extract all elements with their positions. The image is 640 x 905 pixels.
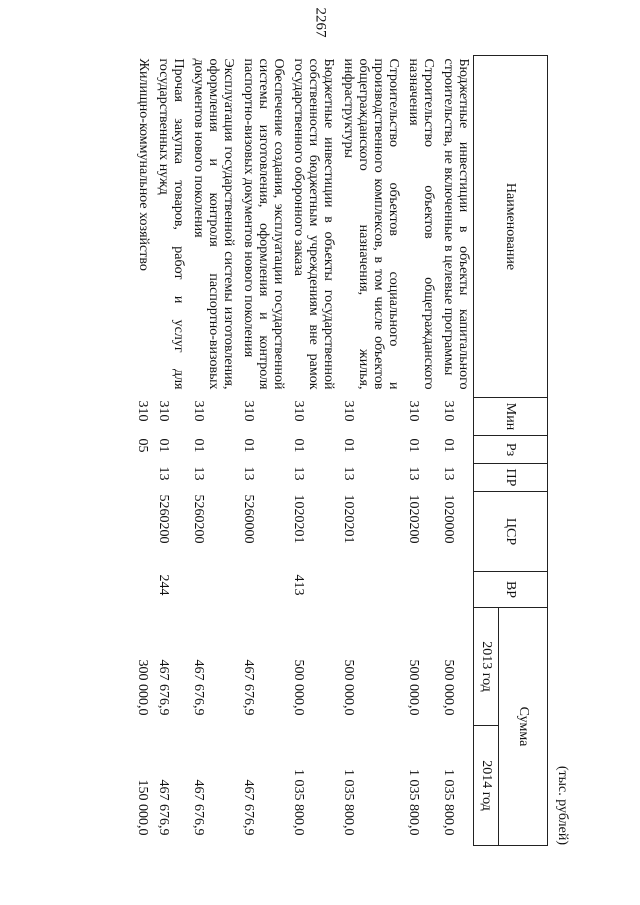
row-name: Жилищно-коммунальное хозяйство [136,58,151,271]
row-rz: 01 [191,438,206,453]
row-name: Строительство объектов общегражданского назначения [406,58,436,390]
budget-table [132,55,548,846]
row-pr [132,464,153,492]
row-csr: 1020200 [406,494,421,544]
table-header-row [499,56,548,846]
table-row [188,56,238,846]
row-min: 310 [241,400,256,422]
row-min: 310 [191,400,206,422]
row-2014: 467 676,9 [191,779,206,836]
row-vr [338,572,403,608]
row-min: 310 [341,400,356,422]
row-name: Бюджетные инвестиции в объекты государственной собственности бюджетным учреждениям вне рамок государственного оборонного заказа [291,58,336,390]
row-pr: 13 [156,466,171,481]
row-name: Прочая закупка товаров, работ и услуг для государственных нужд [156,58,186,390]
row-pr: 13 [241,466,256,481]
header-vr: ВР [474,572,548,608]
row-csr: 1020201 [341,494,356,544]
row-rz: 01 [406,438,421,453]
table-row [238,56,288,846]
header-2013: 2013 год [474,608,499,726]
table-row [153,56,188,846]
table-row [288,56,338,846]
row-vr: 244 [156,574,171,596]
table-row [403,56,438,846]
row-2014: 467 676,9 [241,779,256,836]
row-2014: 1 035 800,0 [441,769,456,836]
row-2013: 500 000,0 [441,659,456,716]
row-2013: 500 000,0 [291,659,306,716]
table-row [438,56,474,846]
units-label: (тыс. рублей) [555,765,570,845]
row-csr: 1020201 [291,494,306,544]
row-vr [438,572,474,608]
row-name: Бюджетные инвестиции в объекты капитального строительства, не включенные в целевые программы [441,58,471,390]
row-vr [403,572,438,608]
row-csr: 5260000 [241,494,256,544]
row-2014: 1 035 800,0 [291,769,306,836]
header-2014: 2014 год [474,726,499,846]
row-2014: 150 000,0 [135,779,150,836]
row-rz: 01 [156,438,171,453]
row-2013: 467 676,9 [191,659,206,716]
row-2013: 500 000,0 [341,659,356,716]
row-vr [132,572,153,608]
row-min: 310 [135,400,150,422]
row-min: 310 [291,400,306,422]
row-min: 310 [406,400,421,422]
row-2014: 467 676,9 [156,779,171,836]
row-2013: 500 000,0 [406,659,421,716]
row-rz: 01 [441,438,456,453]
row-csr: 5260200 [156,494,171,544]
row-rz: 01 [241,438,256,453]
row-2014: 1 035 800,0 [406,769,421,836]
row-name: Обеспечение создания, эксплуатации государственной системы изготовления, оформления и контроля паспортно-визовых документов нового поколения [241,58,286,390]
row-vr: 413 [291,574,306,596]
budget-table-page [100,55,570,845]
table-row [338,56,403,846]
row-2013: 467 676,9 [241,659,256,716]
row-rz: 05 [135,438,150,453]
row-pr: 13 [341,466,356,481]
row-name: Эксплуатация государственной системы изготовления, оформления и контроля паспортно-визовых документов нового поколения [191,58,236,390]
header-name: Наименование [474,56,548,398]
row-vr [188,572,238,608]
row-rz: 01 [291,438,306,453]
row-pr: 13 [441,466,456,481]
header-min: Мин [474,398,548,436]
row-2013: 467 676,9 [156,659,171,716]
row-csr: 1020000 [441,494,456,544]
header-sum: Сумма [499,608,548,846]
row-2013: 300 000,0 [135,659,150,716]
page-number: 2267 [312,7,329,38]
row-rz: 01 [341,438,356,453]
row-pr: 13 [191,466,206,481]
row-min: 310 [156,400,171,422]
header-pr: ПР [474,464,548,492]
row-2014: 1 035 800,0 [341,769,356,836]
row-csr [132,492,153,572]
header-csr: ЦСР [474,492,548,572]
row-vr [238,572,288,608]
row-pr: 13 [291,466,306,481]
row-pr: 13 [406,466,421,481]
row-name: Строительство объектов социального и производственного комплексов, в том числе объектов общегражданского назначения, жилья, инфраструктуры [341,58,401,390]
header-rz: Рз [474,436,548,464]
row-min: 310 [441,400,456,422]
table-row [132,56,153,846]
row-csr: 5260200 [191,494,206,544]
